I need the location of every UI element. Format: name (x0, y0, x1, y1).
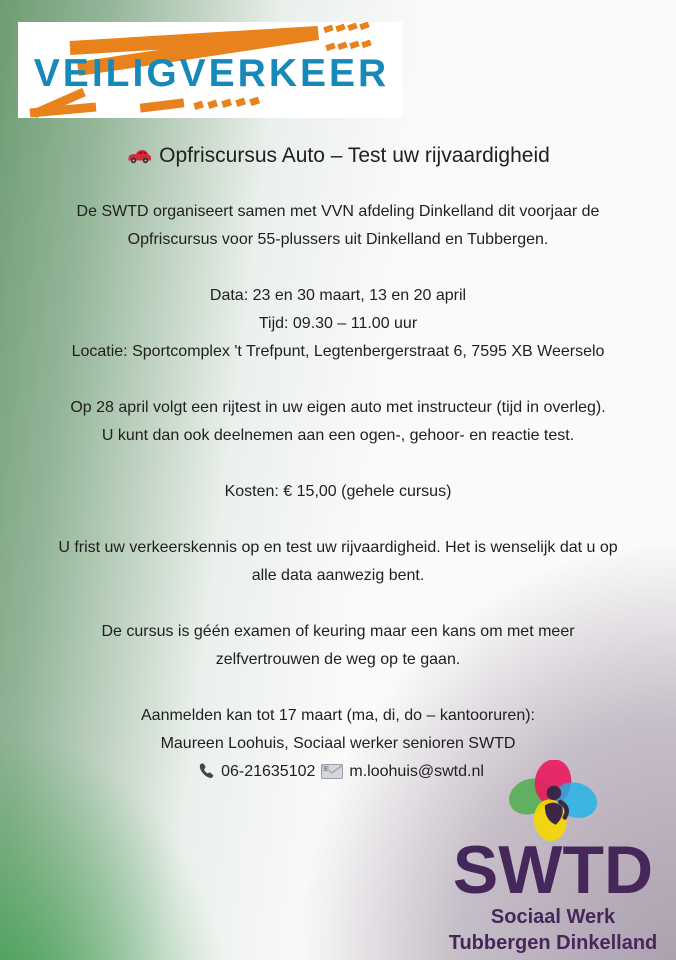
paragraph-geen-examen (0, 618, 676, 674)
car-icon (126, 148, 152, 164)
swtd-wordmark: SWTD (452, 832, 654, 908)
text-line: U frist uw verkeerskennis op en test uw rijvaardigheid. Het is wenselijk dat u op (58, 539, 618, 556)
email-icon (321, 764, 343, 779)
text-line: U kunt dan ook deelnemen aan een ogen-, gehoor- en reactie test. (101, 427, 575, 444)
email-address: m.loohuis@swtd.nl (349, 763, 484, 780)
page-title (0, 142, 676, 170)
paragraph-verkeerskennis (0, 534, 676, 590)
flyer-content (0, 142, 676, 814)
text-line: Op 28 april volgt een rijtest in uw eigen auto met instructeur (tijd in overleg). (70, 399, 606, 416)
text-line: De cursus is géén examen of keuring maar een kans om met meer (101, 623, 575, 640)
text-line-tijd: Tijd: 09.30 – 11.00 uur (258, 315, 418, 332)
text-line: Opfriscursus voor 55-plussers uit Dinkelland en Tubbergen. (127, 231, 549, 248)
phone-number: 06-21635102 (221, 763, 316, 780)
text-line: De SWTD organiseert samen met VVN afdeling Dinkelland dit voorjaar de (76, 203, 600, 220)
text-line-data: Data: 23 en 30 maart, 13 en 20 april (209, 287, 467, 304)
paragraph-rijtest (0, 394, 676, 450)
text-line: zelfvertrouwen de weg op te gaan. (215, 651, 461, 668)
text-line-kosten: Kosten: € 15,00 (gehele cursus) (224, 483, 452, 500)
vvn-logo (18, 22, 403, 118)
text-line-locatie: Locatie: Sportcomplex 't Trefpunt, Legtenbergerstraat 6, 7595 XB Weerselo (71, 343, 605, 360)
vvn-wordmark: VEILIGVERKEER (33, 52, 390, 95)
phone-icon (198, 762, 215, 779)
swtd-subtitle-2: Tubbergen Dinkelland (448, 932, 658, 954)
swtd-subtitle-1: Sociaal Werk (490, 906, 616, 928)
title-text: Opfriscursus Auto – Test uw rijvaardigheid (159, 144, 550, 167)
paragraph-details (0, 282, 676, 366)
text-line-aanmelden: Aanmelden kan tot 17 maart (ma, di, do – kantooruren): (141, 707, 535, 724)
swtd-logo (444, 760, 662, 956)
paragraph-intro (0, 198, 676, 254)
svg-text:E: E (324, 766, 329, 773)
paragraph-kosten (0, 478, 676, 506)
text-line-contactpersoon: Maureen Loohuis, Sociaal werker senioren SWTD (160, 735, 516, 752)
text-line: alle data aanwezig bent. (251, 567, 425, 584)
